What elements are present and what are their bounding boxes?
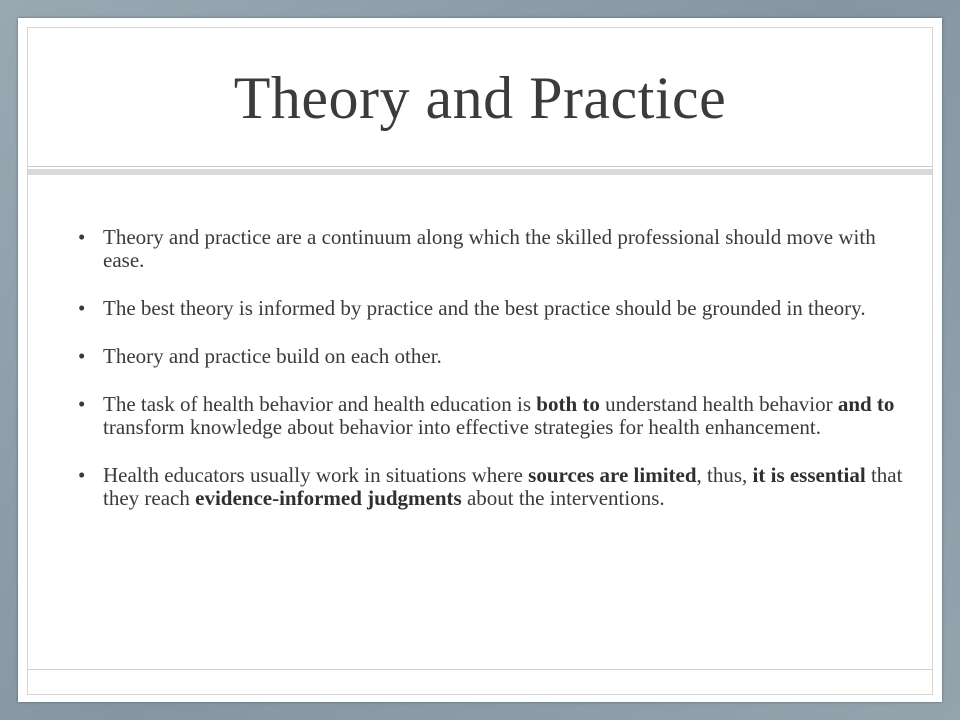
bullet-emphasis: sources are limited (528, 463, 697, 487)
bullet-emphasis: both to (536, 392, 600, 416)
bullet-dot-icon: • (78, 392, 86, 416)
bullet-item (78, 393, 918, 439)
bullet-text: Theory and practice build on each other. (103, 344, 442, 368)
bullet-dot-icon: • (78, 344, 86, 368)
bullet-list (78, 226, 918, 510)
bullet-text-segment: about the interventions. (461, 486, 665, 510)
bullet-text (103, 463, 902, 510)
slide-title: Theory and Practice (233, 65, 727, 131)
bullet-item (78, 464, 918, 510)
bullet-emphasis: and to (837, 392, 895, 416)
bullet-dot-icon: • (78, 225, 86, 249)
bullet-emphasis: it is essential (752, 463, 866, 487)
footer-divider (28, 669, 932, 670)
bullet-item (78, 345, 918, 368)
bullet-item (78, 226, 918, 272)
bullet-text-segment: Health educators usually work in situations where (103, 463, 529, 487)
bullet-dot-icon: • (78, 463, 86, 487)
title-area (18, 18, 942, 166)
bullet-text-segment: The task of health behavior and health education is (103, 392, 537, 416)
bullet-text: The best theory is informed by practice and the best practice should be grounded in theory. (103, 296, 866, 320)
bullet-emphasis: evidence-informed judgments (195, 486, 462, 510)
title-divider-thin (28, 166, 932, 167)
bullet-text-segment: transform knowledge about behavior into effective strategies for health enhancement. (103, 415, 822, 439)
title-divider (28, 169, 932, 175)
bullet-text-segment: that they reach (103, 463, 903, 510)
bullet-text: Theory and practice are a continuum along which the skilled professional should move with ease. (103, 225, 876, 272)
slide-body (78, 226, 918, 535)
bullet-text-segment: understand health behavior (599, 392, 838, 416)
bullet-text-segment: , thus, (696, 463, 753, 487)
slide (18, 18, 942, 702)
bullet-text (103, 392, 894, 439)
bullet-dot-icon: • (78, 296, 86, 320)
bullet-item (78, 297, 918, 320)
